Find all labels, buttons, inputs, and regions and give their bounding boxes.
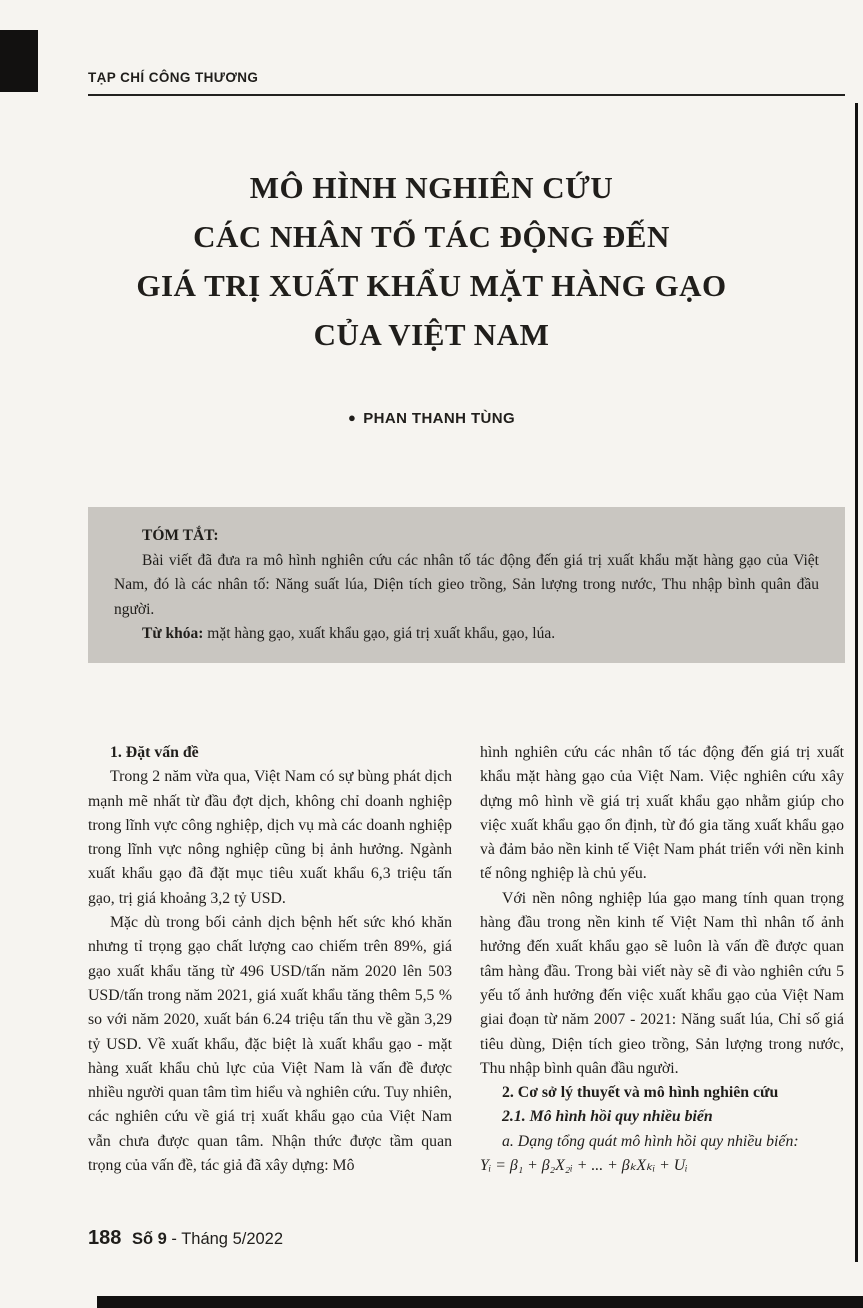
page-number: 188 bbox=[88, 1227, 122, 1249]
right-column bbox=[480, 741, 844, 1211]
left-column bbox=[88, 741, 452, 1211]
body-paragraph: Mặc dù trong bối cảnh dịch bệnh hết sức khó khăn nhưng tỉ trọng gạo chất lượng cao chiếm trên 89%, giá gạo xuất khẩu tăng từ 496 USD/tấn năm 2020 lên 503 USD/tấn trong năm 2021, giá xuất khẩu tăng thêm 5,5 % so với năm 2020, xuất bán 6.24 triệu tấn thu về gần 3,29 tỷ USD. Về xuất khẩu, đặc biệt là xuất khẩu gạo - mặt hàng xuất khẩu chủ lực của Việt Nam là vấn đề được nhiều người quan tâm tìm hiểu và nghiên cứu. Tuy nhiên, các nghiên cứu về giá trị xuất khẩu gạo của Việt Nam vẫn chưa được quan tâm. Nhận thức được tầm quan trọng của vấn đề, tác giả đã xây dựng: Mô bbox=[88, 914, 452, 1175]
regression-formula: Yᵢ = β₁ + β₂X₂ᵢ + ... + βₖXₖᵢ + Uᵢ bbox=[480, 1157, 688, 1175]
issue-label: Số 9 bbox=[131, 1230, 167, 1248]
title-line-4: CỦA VIỆT NAM bbox=[313, 317, 550, 352]
author-line bbox=[53, 410, 810, 427]
abstract-box bbox=[88, 507, 845, 663]
body-paragraph: Trong 2 năm vừa qua, Việt Nam có sự bùng phát dịch mạnh mẽ nhất từ đầu đợt dịch, không chỉ doanh nghiệp trong lĩnh vực công nghiệp, dịch vụ mà các doanh nghiệp trong lĩnh vực nông nghiệp cũng bị ảnh hưởng. Ngành xuất khẩu gạo đã đặt mục tiêu xuất khẩu 6,3 triệu tấn gạo, trị giá khoảng 3,2 tỷ USD. bbox=[88, 768, 452, 907]
keywords-label: Từ khóa: bbox=[142, 625, 204, 642]
abstract-text: Bài viết đã đưa ra mô hình nghiên cứu các nhân tố tác động đến giá trị xuất khẩu mặt hàng gạo của Việt Nam, đó là các nhân tố: Năng suất lúa, Diện tích gieo trồng, Sản lượng trong nước, Thu nhập bình quân đầu người. bbox=[114, 551, 819, 618]
section-heading-2-1: 2.1. Mô hình hồi quy nhiều biến bbox=[502, 1108, 713, 1126]
author-name: PHAN THANH TÙNG bbox=[363, 410, 516, 427]
journal-name: TẠP CHÍ CÔNG THƯƠNG bbox=[88, 70, 259, 85]
scan-edge-line bbox=[855, 103, 858, 1262]
abstract-keywords bbox=[114, 622, 819, 647]
title-line-2: CÁC NHÂN TỐ TÁC ĐỘNG ĐẾN bbox=[193, 219, 670, 254]
issue-date: - Tháng 5/2022 bbox=[171, 1230, 284, 1248]
scan-bottom-bar bbox=[97, 1296, 863, 1308]
subsection-line-a: a. Dạng tổng quát mô hình hồi quy nhiều biến: bbox=[502, 1132, 799, 1150]
page-footer bbox=[88, 1227, 688, 1250]
author-bullet-icon: ● bbox=[347, 410, 357, 425]
body-paragraph: hình nghiên cứu các nhân tố tác động đến giá trị xuất khẩu mặt hàng gạo của Việt Nam. Việc nghiên cứu xây dựng mô hình về giá trị xuất khẩu gạo nhằm giúp cho việc xuất khẩu gạo ổn định, từ đó gia tăng xuất khẩu gạo và đảm bảo nền kinh tế Việt Nam phát triển với nền kinh tế nông nghiệp là chủ yếu. bbox=[480, 744, 844, 883]
keywords-text: mặt hàng gạo, xuất khẩu gạo, giá trị xuất khẩu, gạo, lúa. bbox=[203, 625, 556, 642]
section-heading-2: 2. Cơ sở lý thuyết và mô hình nghiên cứu bbox=[502, 1084, 779, 1102]
title-line-3: GIÁ TRỊ XUẤT KHẨU MẶT HÀNG GẠO bbox=[136, 268, 727, 303]
section-heading-1: 1. Đặt vấn đề bbox=[110, 744, 199, 761]
abstract-heading: TÓM TẮT: bbox=[142, 527, 219, 544]
title-line-1: MÔ HÌNH NGHIÊN CỨU bbox=[249, 170, 614, 205]
body-columns bbox=[88, 741, 845, 1211]
journal-header bbox=[88, 70, 845, 96]
scan-corner-mark bbox=[0, 30, 38, 92]
body-paragraph: Với nền nông nghiệp lúa gạo mang tính quan trọng hàng đầu trong nền kinh tế Việt Nam thì nhân tố ảnh hưởng đến xuất khẩu gạo sẽ luôn là vấn đề được quan tâm hàng đầu. Trong bài viết này sẽ đi vào nghiên cứu 5 yếu tố ảnh hưởng đến việc xuất khẩu gạo của Việt Nam giai đoạn từ năm 2007 - 2021: Năng suất lúa, Chỉ số giá tiêu dùng, Diện tích gieo trồng, Sản lượng trong nước, Thu nhập bình quân đầu người. bbox=[480, 889, 844, 1077]
article-title bbox=[53, 163, 810, 359]
